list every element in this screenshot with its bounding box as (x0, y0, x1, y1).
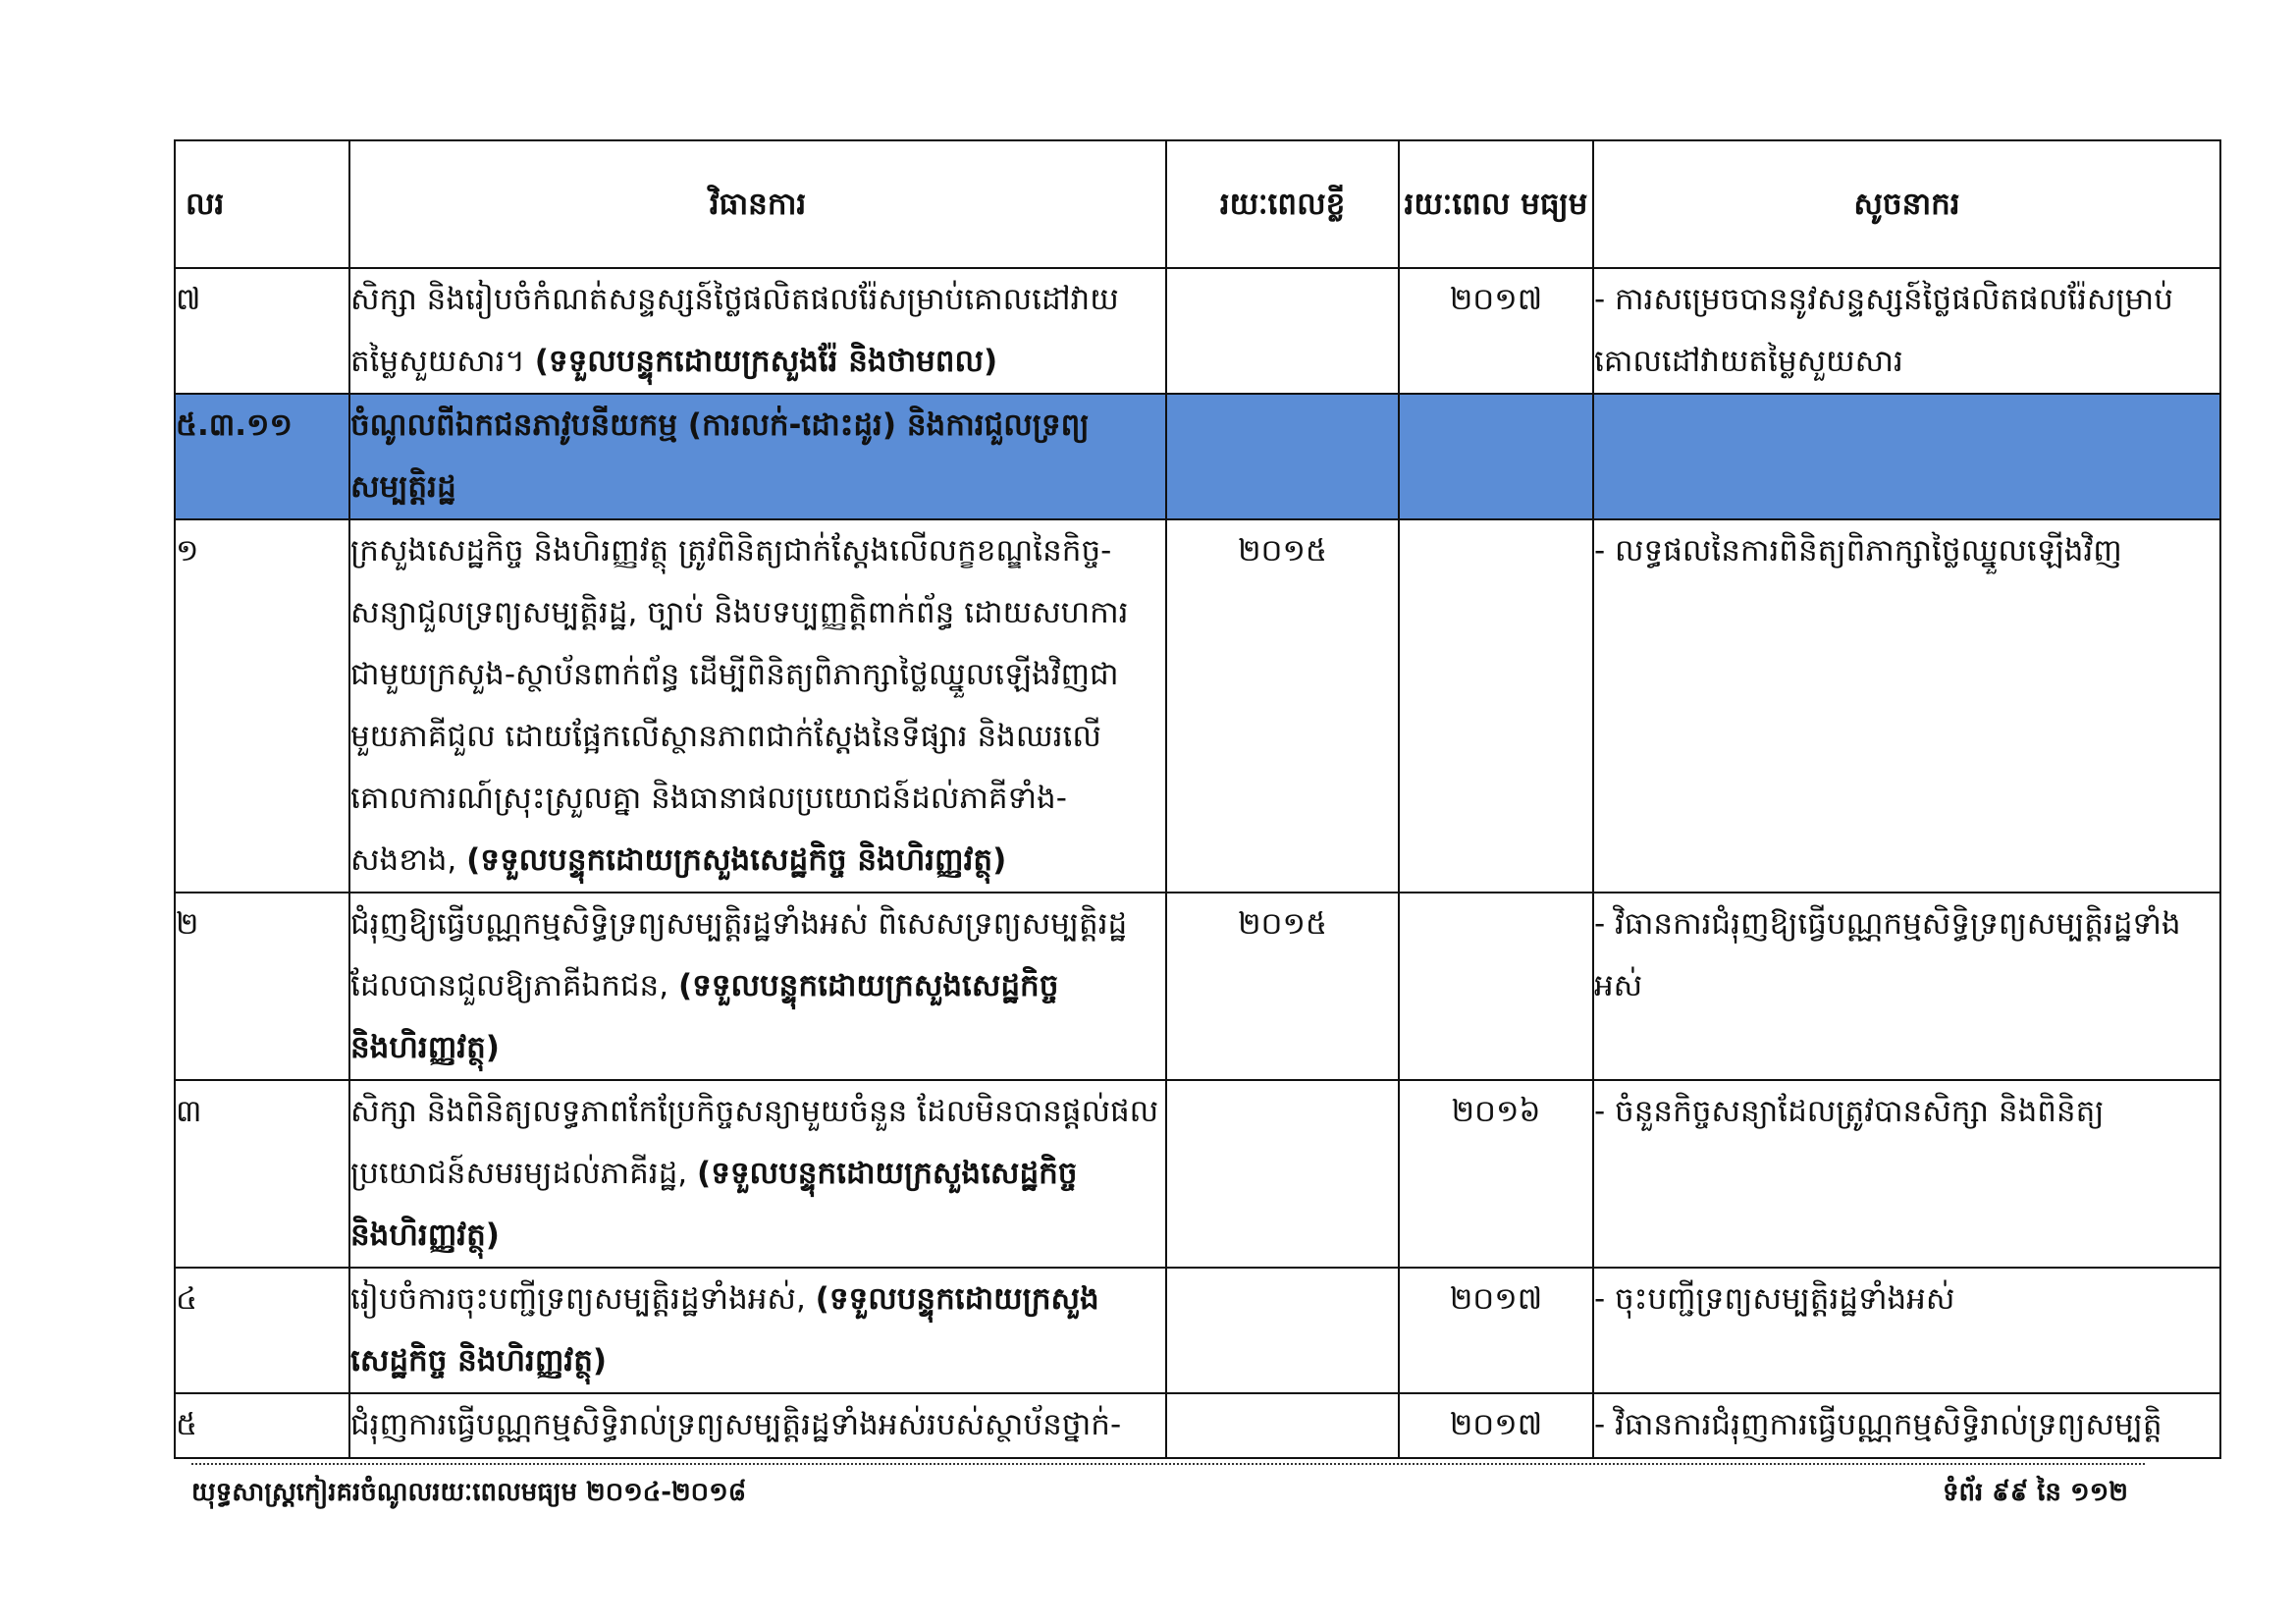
header-indicator: សូចនាករ (1593, 140, 2220, 268)
measure-text: រៀបចំការចុះបញ្ជីទ្រព្យសម្បត្តិរដ្ឋទាំងអស់, (350, 1281, 806, 1317)
row-number: ២ (175, 893, 349, 1080)
row-number: ៥ (175, 1393, 349, 1458)
section-row (175, 394, 2220, 519)
medium-term-cell: ២០១៧ (1399, 268, 1593, 394)
section-empty-cell (1593, 394, 2220, 519)
medium-term-cell (1399, 519, 1593, 893)
short-term-cell: ២០១៥ (1166, 893, 1399, 1080)
measure-text: សិក្សា និងពិនិត្យលទ្ធភាពកែប្រែកិច្ចសន្យាមួយចំនួន ដែលមិនបានផ្តល់ផលប្រយោជន៍សមរម្យដល់ភាគីរដ្ឋ, (350, 1094, 1159, 1191)
medium-term-cell (1399, 893, 1593, 1080)
indicator-cell: - វិធានការជំរុញការធ្វើបណ្ណកម្មសិទ្ធិរាល់ទ្រព្យសម្បត្តិ (1593, 1393, 2220, 1458)
table-row (175, 1393, 2220, 1458)
table-row (175, 1080, 2220, 1268)
short-term-cell (1166, 268, 1399, 394)
responsible-text: (ទទួលបន្ទុកដោយក្រសួងសេដ្ឋកិច្ច និងហិរញ្ញវត្ថុ) (350, 1281, 1099, 1379)
row-number: ១ (175, 519, 349, 893)
measure-text: ជំរុញការធ្វើបណ្ណកម្មសិទ្ធិរាល់ទ្រព្យសម្បត្តិរដ្ឋទាំងអស់របស់ស្ថាប័នថ្នាក់- (350, 1407, 1122, 1442)
medium-term-cell: ២០១៧ (1399, 1268, 1593, 1393)
table-row (175, 519, 2220, 893)
table-header-row (175, 140, 2220, 268)
indicator-cell: - ការសម្រេចបាននូវសន្ទស្សន៍ថ្លៃផលិតផលរ៉ែសម្រាប់គោលដៅវាយតម្លៃសួយសារ (1593, 268, 2220, 394)
header-medium-term: រយៈពេល មធ្យម (1399, 140, 1593, 268)
short-term-cell (1166, 1080, 1399, 1268)
indicator-cell: - វិធានការជំរុញឱ្យធ្វើបណ្ណកម្មសិទ្ធិទ្រព្យសម្បត្តិរដ្ឋទាំងអស់ (1593, 893, 2220, 1080)
table-row (175, 1268, 2220, 1393)
responsible-text: (ទទួលបន្ទុកដោយក្រសួងសេដ្ឋកិច្ច និងហិរញ្ញវត្ថុ) (350, 1156, 1078, 1253)
measure-text: ជំរុញឱ្យធ្វើបណ្ណកម្មសិទ្ធិទ្រព្យសម្បត្តិរដ្ឋទាំងអស់ ពិសេសទ្រព្យសម្បត្តិរដ្ឋដែលបានជួលឱ្យភាគីឯកជន, (350, 906, 1128, 1003)
table-row (175, 268, 2220, 394)
row-number: ៤ (175, 1268, 349, 1393)
measure-cell (349, 1393, 1166, 1458)
measure-cell (349, 1080, 1166, 1268)
medium-term-cell: ២០១៦ (1399, 1080, 1593, 1268)
medium-term-cell: ២០១៧ (1399, 1393, 1593, 1458)
responsible-text: (ទទួលបន្ទុកដោយក្រសួងសេដ្ឋកិច្ច និងហិរញ្ញវត្ថុ) (466, 842, 1007, 878)
footer-document-title: យុទ្ធសាស្ត្រកៀរគរចំណូលរយៈពេលមធ្យម ២០១៤-២០១៨ (191, 1478, 747, 1507)
header-short-term: រយៈពេលខ្លី (1166, 140, 1399, 268)
indicator-cell: - ចុះបញ្ជីទ្រព្យសម្បត្តិរដ្ឋទាំងអស់ (1593, 1268, 2220, 1393)
short-term-cell (1166, 1393, 1399, 1458)
section-empty-cell (1166, 394, 1399, 519)
row-number: ៧ (175, 268, 349, 394)
footer-page-number: ទំព័រ ៩៩ នៃ ១១២ (1942, 1478, 2128, 1507)
table-row (175, 893, 2220, 1080)
indicator-cell: - ចំនួនកិច្ចសន្យាដែលត្រូវបានសិក្សា និងពិនិត្យ (1593, 1080, 2220, 1268)
footer-divider (191, 1463, 2145, 1465)
responsible-text: (ទទួលបន្ទុកដោយក្រសួងរ៉ែ និងថាមពល) (534, 344, 998, 379)
short-term-cell (1166, 1268, 1399, 1393)
measure-text: សិក្សា និងរៀបចំកំណត់សន្ទស្សន៍ថ្លៃផលិតផលរ៉ែសម្រាប់គោលដៅវាយតម្លៃសួយសារ។ (350, 282, 1119, 379)
section-number: ៥.៣.១១ (175, 394, 349, 519)
measure-cell (349, 893, 1166, 1080)
measure-text: ក្រសួងសេដ្ឋកិច្ច និងហិរញ្ញវត្ថុ ត្រូវពិនិត្យជាក់ស្តែងលើលក្ខខណ្ឌនៃកិច្ច-សន្យាជួលទ្រព្យសម្បត្តិរដ្ឋ, ច្បាប់ និងបទប្បញ្ញត្តិពាក់ព័ន្ធ ដោយសហការជាមួយក្រសួង-ស្ថាប័នពាក់ព័ន្ធ ដើម្បីពិនិត្យពិភាក្សាថ្លៃឈ្នួលឡើងវិញជាមួយភាគីជួល ដោយផ្អែកលើស្ថានភាពជាក់ស្តែងនៃទីផ្សារ និងឈរលើគោលការណ៍ស្រុះស្រួលគ្នា និងធានាផលប្រយោជន៍ដល់ភាគីទាំង-សងខាង, (350, 533, 1129, 878)
header-measure: វិធានការ (349, 140, 1166, 268)
section-empty-cell (1399, 394, 1593, 519)
measure-cell (349, 1268, 1166, 1393)
measures-table (174, 139, 2221, 1459)
row-number: ៣ (175, 1080, 349, 1268)
responsible-text: (ទទួលបន្ទុកដោយក្រសួងសេដ្ឋកិច្ច និងហិរញ្ញវត្ថុ) (350, 968, 1059, 1065)
header-no: លរ (175, 140, 349, 268)
measure-cell (349, 519, 1166, 893)
short-term-cell: ២០១៥ (1166, 519, 1399, 893)
section-title: ចំណូលពីឯកជនភាវូបនីយកម្ម (ការលក់-ដោះដូរ) និងការជួលទ្រព្យសម្បត្តិរដ្ឋ (349, 394, 1166, 519)
measure-cell (349, 268, 1166, 394)
indicator-cell: - លទ្ធផលនៃការពិនិត្យពិភាក្សាថ្លៃឈ្នួលឡើងវិញ (1593, 519, 2220, 893)
